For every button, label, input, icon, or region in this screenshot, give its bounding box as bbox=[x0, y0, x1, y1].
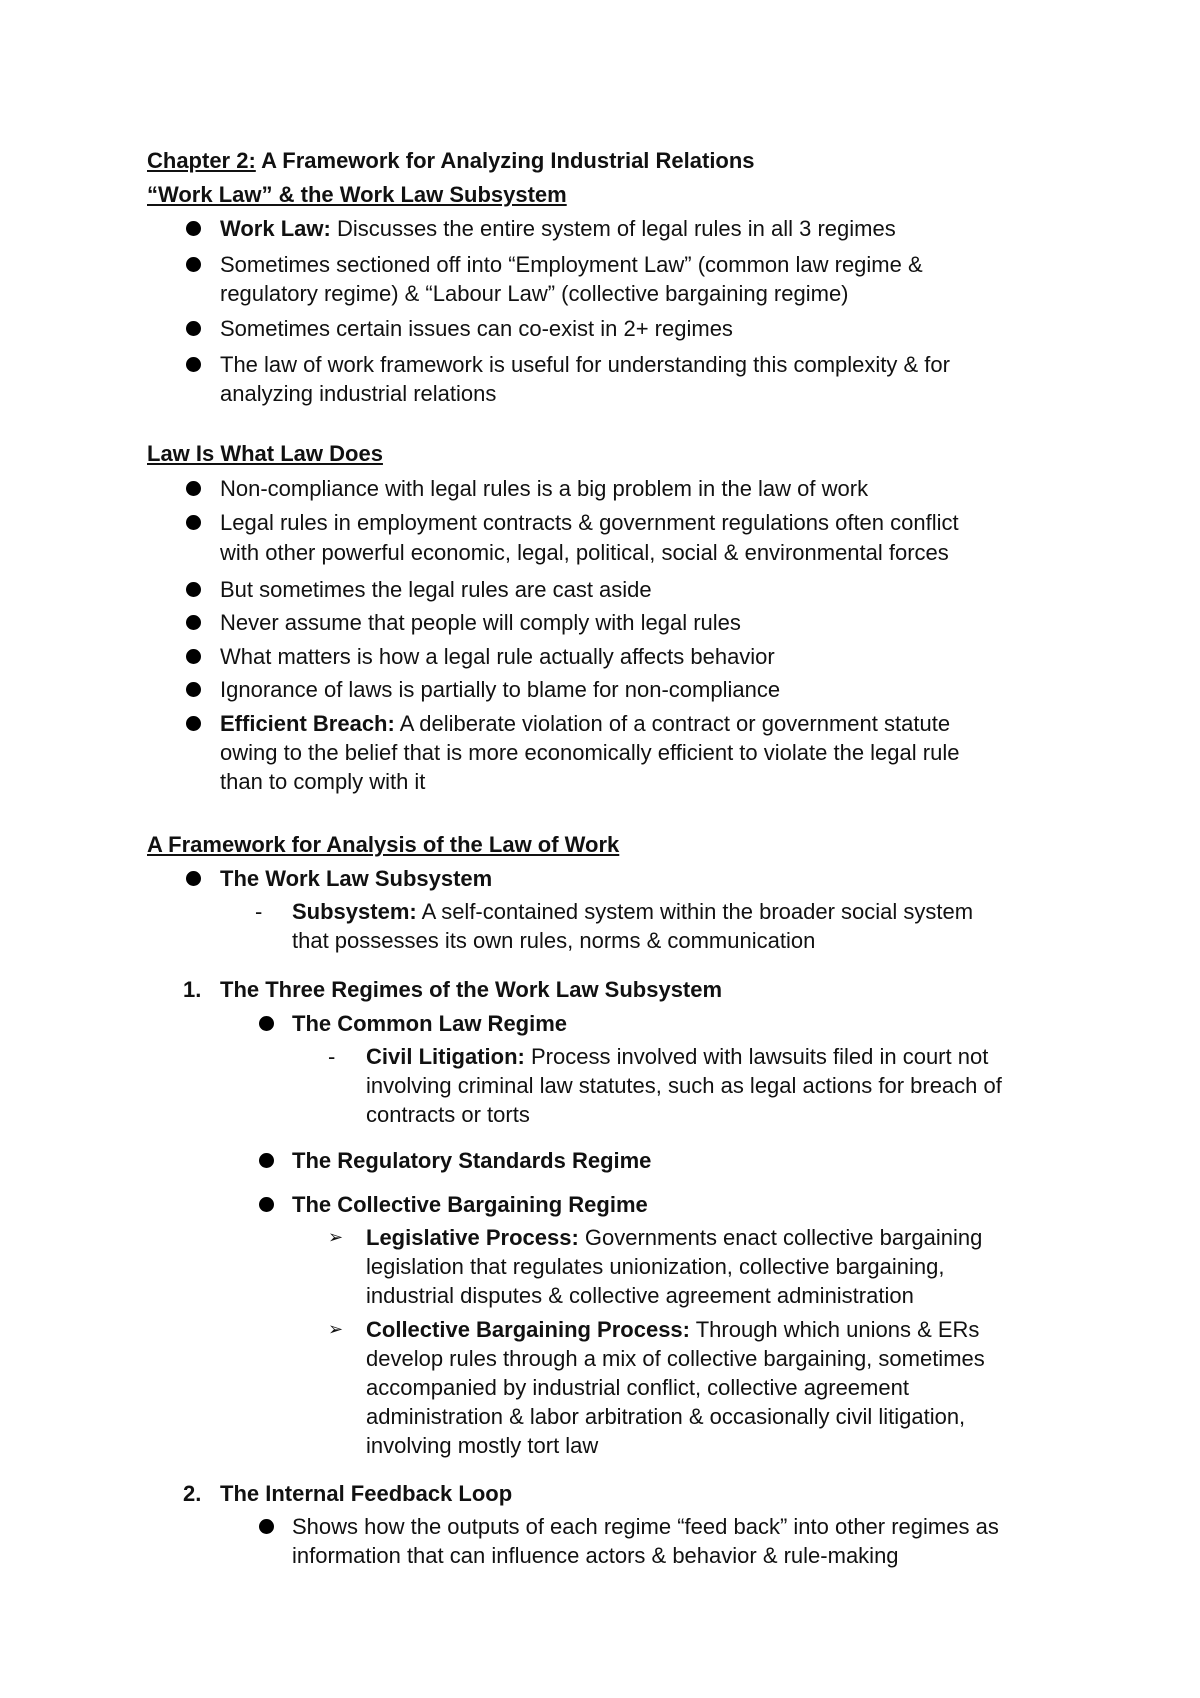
section-heading-work-law: “Work Law” & the Work Law Subsystem bbox=[147, 182, 567, 207]
bullet-icon bbox=[186, 221, 201, 236]
list-item: What matters is how a legal rule actually affects behavior bbox=[220, 644, 775, 669]
chapter-heading bbox=[147, 146, 755, 175]
list-item-continuation: administration & labor arbitration & occasionally civil litigation, bbox=[366, 1404, 966, 1429]
list-item-continuation: accompanied by industrial conflict, collective agreement bbox=[366, 1375, 909, 1400]
list-item-continuation: owing to the belief that is more economically efficient to violate the legal rule bbox=[220, 740, 960, 765]
list-item-continuation: involving criminal law statutes, such as legal actions for breach of bbox=[366, 1073, 1002, 1098]
bullet-icon bbox=[186, 682, 201, 697]
list-item: Sometimes sectioned off into “Employment Law” (common law regime & bbox=[220, 252, 923, 277]
list-item-continuation: regulatory regime) & “Labour Law” (collective bargaining regime) bbox=[220, 281, 849, 306]
list-item: Legal rules in employment contracts & government regulations often conflict bbox=[220, 510, 959, 535]
list-item: Subsystem: A self-contained system within the broader social system bbox=[292, 899, 974, 924]
list-item: Efficient Breach: A deliberate violation of a contract or government statute bbox=[220, 711, 951, 736]
list-item: Civil Litigation: Process involved with lawsuits filed in court not bbox=[366, 1044, 989, 1069]
bullet-icon bbox=[186, 357, 201, 372]
list-item: Shows how the outputs of each regime “feed back” into other regimes as bbox=[292, 1514, 999, 1539]
list-item: Legislative Process: Governments enact collective bargaining bbox=[366, 1225, 983, 1250]
list-item: Never assume that people will comply with legal rules bbox=[220, 610, 741, 635]
chapter-title: A Framework for Analyzing Industrial Relations bbox=[255, 148, 755, 173]
list-item-continuation: information that can influence actors & behavior & rule-making bbox=[292, 1543, 899, 1568]
bullet-icon bbox=[186, 321, 201, 336]
chapter-label: Chapter 2: bbox=[147, 148, 256, 173]
list-item-continuation: involving mostly tort law bbox=[366, 1433, 599, 1458]
bullet-icon bbox=[186, 649, 201, 664]
list-item-continuation: legislation that regulates unionization, collective bargaining, bbox=[366, 1254, 945, 1279]
list-item-continuation: with other powerful economic, legal, political, social & environmental forces bbox=[220, 540, 949, 565]
dash-marker: - bbox=[255, 899, 263, 924]
list-item: Collective Bargaining Process: Through which unions & ERs bbox=[366, 1317, 980, 1342]
bullet-icon bbox=[186, 481, 201, 496]
list-item: Non-compliance with legal rules is a big problem in the law of work bbox=[220, 476, 869, 501]
section-heading-law-does: Law Is What Law Does bbox=[147, 441, 383, 466]
number-marker: 2. bbox=[183, 1481, 202, 1506]
list-item-continuation: analyzing industrial relations bbox=[220, 381, 497, 406]
numbered-heading: The Three Regimes of the Work Law Subsystem bbox=[220, 977, 723, 1002]
list-item-continuation: that possesses its own rules, norms & communication bbox=[292, 928, 816, 953]
list-item-continuation: contracts or torts bbox=[366, 1102, 530, 1127]
list-item: The Collective Bargaining Regime bbox=[292, 1192, 648, 1217]
numbered-heading: The Internal Feedback Loop bbox=[220, 1481, 513, 1506]
bullet-icon bbox=[259, 1519, 274, 1534]
number-marker: 1. bbox=[183, 977, 202, 1002]
bullet-icon bbox=[259, 1153, 274, 1168]
bullet-icon bbox=[186, 515, 201, 530]
bullet-icon bbox=[186, 615, 201, 630]
list-item: But sometimes the legal rules are cast aside bbox=[220, 577, 652, 602]
bullet-icon bbox=[186, 871, 201, 886]
arrow-bullet-icon: ➢ bbox=[328, 1227, 344, 1247]
list-item: Work Law: Discusses the entire system of legal rules in all 3 regimes bbox=[220, 216, 896, 241]
list-item-continuation: industrial disputes & collective agreement administration bbox=[366, 1283, 914, 1308]
list-item: The Regulatory Standards Regime bbox=[292, 1148, 652, 1173]
section-heading-framework: A Framework for Analysis of the Law of Work bbox=[147, 832, 620, 857]
bullet-icon bbox=[259, 1016, 274, 1031]
list-item: Ignorance of laws is partially to blame for non-compliance bbox=[220, 677, 781, 702]
dash-marker: - bbox=[328, 1044, 336, 1069]
bullet-icon bbox=[186, 582, 201, 597]
bullet-icon bbox=[186, 716, 201, 731]
list-item: Sometimes certain issues can co-exist in 2+ regimes bbox=[220, 316, 733, 341]
list-item: The law of work framework is useful for understanding this complexity & for bbox=[220, 352, 950, 377]
bullet-icon bbox=[259, 1197, 274, 1212]
list-item: The Work Law Subsystem bbox=[220, 866, 493, 891]
list-item-continuation: develop rules through a mix of collective bargaining, sometimes bbox=[366, 1346, 985, 1371]
list-item-continuation: than to comply with it bbox=[220, 769, 426, 794]
arrow-bullet-icon: ➢ bbox=[328, 1319, 344, 1339]
list-item: The Common Law Regime bbox=[292, 1011, 568, 1036]
bullet-icon bbox=[186, 257, 201, 272]
